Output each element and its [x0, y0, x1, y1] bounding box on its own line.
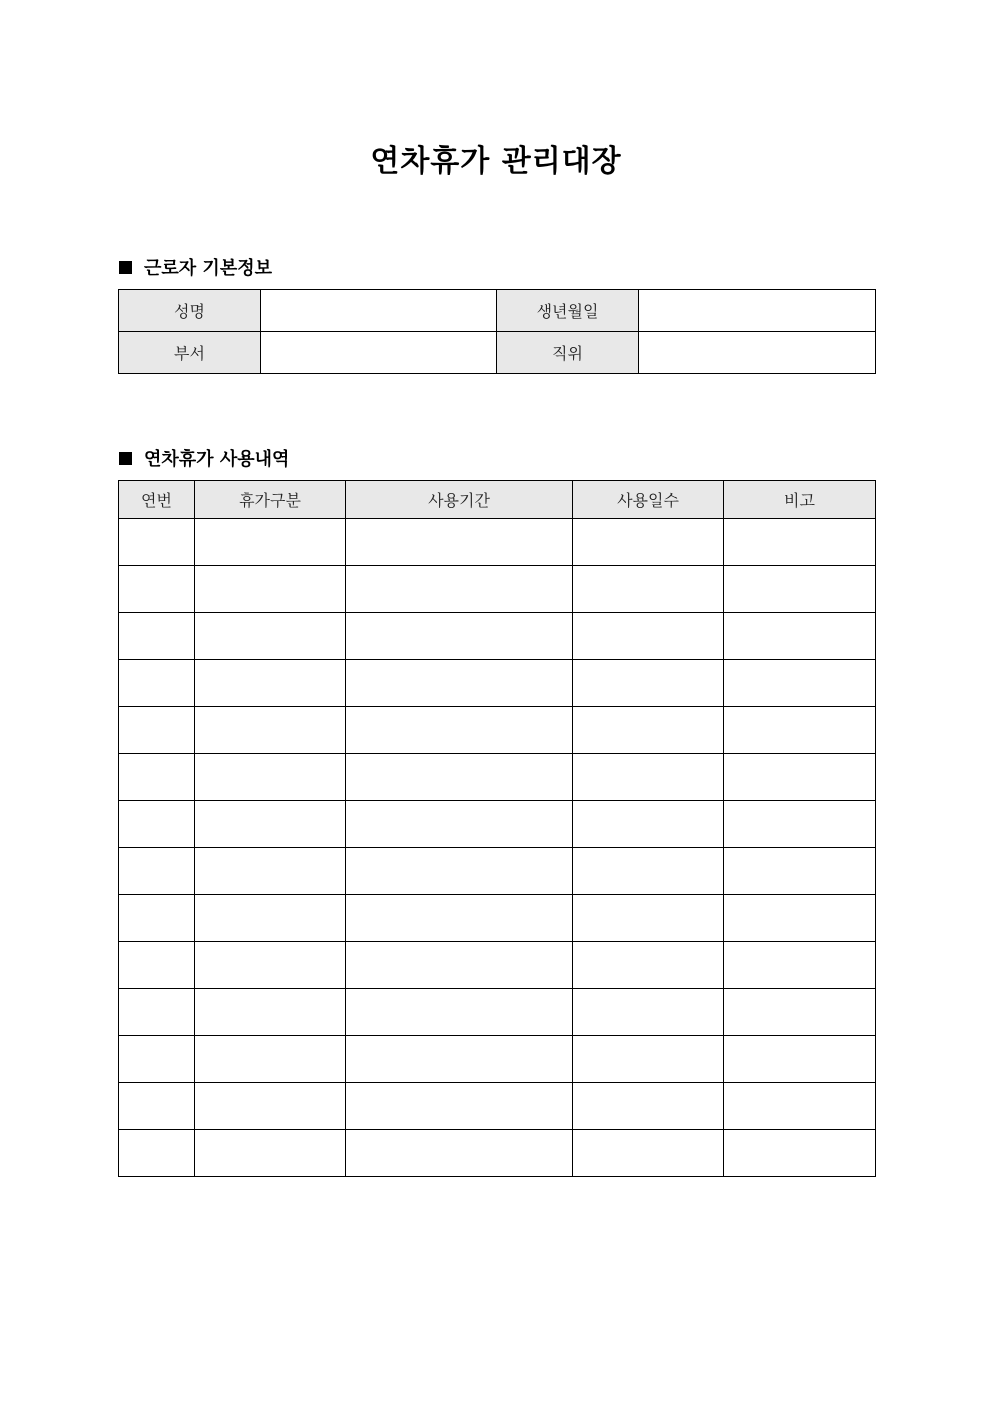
table-row — [119, 1036, 876, 1083]
period-cell[interactable] — [346, 989, 573, 1036]
days-cell[interactable] — [573, 754, 724, 801]
no-cell[interactable] — [119, 801, 195, 848]
remarks-cell[interactable] — [724, 1083, 876, 1130]
period-cell[interactable] — [346, 942, 573, 989]
days-cell[interactable] — [573, 895, 724, 942]
period-cell[interactable] — [346, 848, 573, 895]
remarks-cell[interactable] — [724, 519, 876, 566]
department-label: 부서 — [119, 332, 261, 374]
document-title: 연차휴가 관리대장 — [370, 144, 622, 179]
leave-type-cell[interactable] — [195, 707, 346, 754]
remarks-cell[interactable] — [724, 1130, 876, 1177]
leave-type-cell[interactable] — [195, 895, 346, 942]
table-header-row — [119, 481, 876, 519]
remarks-cell[interactable] — [724, 613, 876, 660]
no-cell[interactable] — [119, 1083, 195, 1130]
no-cell[interactable] — [119, 989, 195, 1036]
column-header-no: 연번 — [119, 481, 195, 519]
days-cell[interactable] — [573, 707, 724, 754]
days-cell[interactable] — [573, 942, 724, 989]
period-cell[interactable] — [346, 566, 573, 613]
days-cell[interactable] — [573, 613, 724, 660]
column-header-days: 사용일수 — [573, 481, 724, 519]
department-field[interactable] — [261, 332, 497, 374]
position-label: 직위 — [497, 332, 639, 374]
period-cell[interactable] — [346, 613, 573, 660]
no-cell[interactable] — [119, 707, 195, 754]
days-cell[interactable] — [573, 1130, 724, 1177]
days-cell[interactable] — [573, 989, 724, 1036]
table-row — [119, 290, 876, 332]
table-row — [119, 1130, 876, 1177]
remarks-cell[interactable] — [724, 989, 876, 1036]
leave-type-cell[interactable] — [195, 942, 346, 989]
days-cell[interactable] — [573, 519, 724, 566]
column-header-leave-type: 휴가구분 — [195, 481, 346, 519]
remarks-cell[interactable] — [724, 848, 876, 895]
leave-usage-table — [118, 480, 876, 1177]
name-label: 성명 — [119, 290, 261, 332]
no-cell[interactable] — [119, 660, 195, 707]
period-cell[interactable] — [346, 801, 573, 848]
days-cell[interactable] — [573, 1036, 724, 1083]
birthdate-field[interactable] — [639, 290, 876, 332]
table-row — [119, 332, 876, 374]
section-heading-usage — [119, 445, 289, 471]
remarks-cell[interactable] — [724, 801, 876, 848]
no-cell[interactable] — [119, 942, 195, 989]
name-field[interactable] — [261, 290, 497, 332]
column-header-remarks: 비고 — [724, 481, 876, 519]
basic-info-table — [118, 289, 876, 374]
period-cell[interactable] — [346, 660, 573, 707]
no-cell[interactable] — [119, 1036, 195, 1083]
section-heading-text: 근로자 기본정보 — [144, 258, 272, 279]
remarks-cell[interactable] — [724, 1036, 876, 1083]
leave-type-cell[interactable] — [195, 613, 346, 660]
table-row — [119, 566, 876, 613]
leave-type-cell[interactable] — [195, 848, 346, 895]
table-row — [119, 989, 876, 1036]
table-row — [119, 660, 876, 707]
no-cell[interactable] — [119, 848, 195, 895]
table-row — [119, 1083, 876, 1130]
leave-type-cell[interactable] — [195, 519, 346, 566]
days-cell[interactable] — [573, 848, 724, 895]
no-cell[interactable] — [119, 754, 195, 801]
leave-type-cell[interactable] — [195, 566, 346, 613]
table-row — [119, 895, 876, 942]
table-row — [119, 613, 876, 660]
leave-type-cell[interactable] — [195, 1130, 346, 1177]
days-cell[interactable] — [573, 660, 724, 707]
period-cell[interactable] — [346, 895, 573, 942]
leave-type-cell[interactable] — [195, 1036, 346, 1083]
period-cell[interactable] — [346, 707, 573, 754]
period-cell[interactable] — [346, 1130, 573, 1177]
birthdate-label: 생년월일 — [497, 290, 639, 332]
days-cell[interactable] — [573, 566, 724, 613]
section-heading-basic-info — [119, 254, 272, 280]
section-heading-text: 연차휴가 사용내역 — [144, 449, 290, 470]
square-bullet-icon — [119, 261, 132, 274]
table-row — [119, 707, 876, 754]
no-cell[interactable] — [119, 519, 195, 566]
leave-type-cell[interactable] — [195, 801, 346, 848]
no-cell[interactable] — [119, 895, 195, 942]
leave-type-cell[interactable] — [195, 754, 346, 801]
leave-type-cell[interactable] — [195, 660, 346, 707]
days-cell[interactable] — [573, 801, 724, 848]
no-cell[interactable] — [119, 566, 195, 613]
remarks-cell[interactable] — [724, 895, 876, 942]
period-cell[interactable] — [346, 1083, 573, 1130]
remarks-cell[interactable] — [724, 660, 876, 707]
table-row — [119, 519, 876, 566]
table-row — [119, 848, 876, 895]
leave-type-cell[interactable] — [195, 1083, 346, 1130]
column-header-period: 사용기간 — [346, 481, 573, 519]
remarks-cell[interactable] — [724, 707, 876, 754]
no-cell[interactable] — [119, 613, 195, 660]
remarks-cell[interactable] — [724, 754, 876, 801]
remarks-cell[interactable] — [724, 566, 876, 613]
remarks-cell[interactable] — [724, 942, 876, 989]
period-cell[interactable] — [346, 519, 573, 566]
period-cell[interactable] — [346, 754, 573, 801]
position-field[interactable] — [639, 332, 876, 374]
period-cell[interactable] — [346, 1036, 573, 1083]
leave-type-cell[interactable] — [195, 989, 346, 1036]
table-row — [119, 942, 876, 989]
no-cell[interactable] — [119, 1130, 195, 1177]
table-row — [119, 801, 876, 848]
days-cell[interactable] — [573, 1083, 724, 1130]
table-row — [119, 754, 876, 801]
square-bullet-icon — [119, 452, 132, 465]
